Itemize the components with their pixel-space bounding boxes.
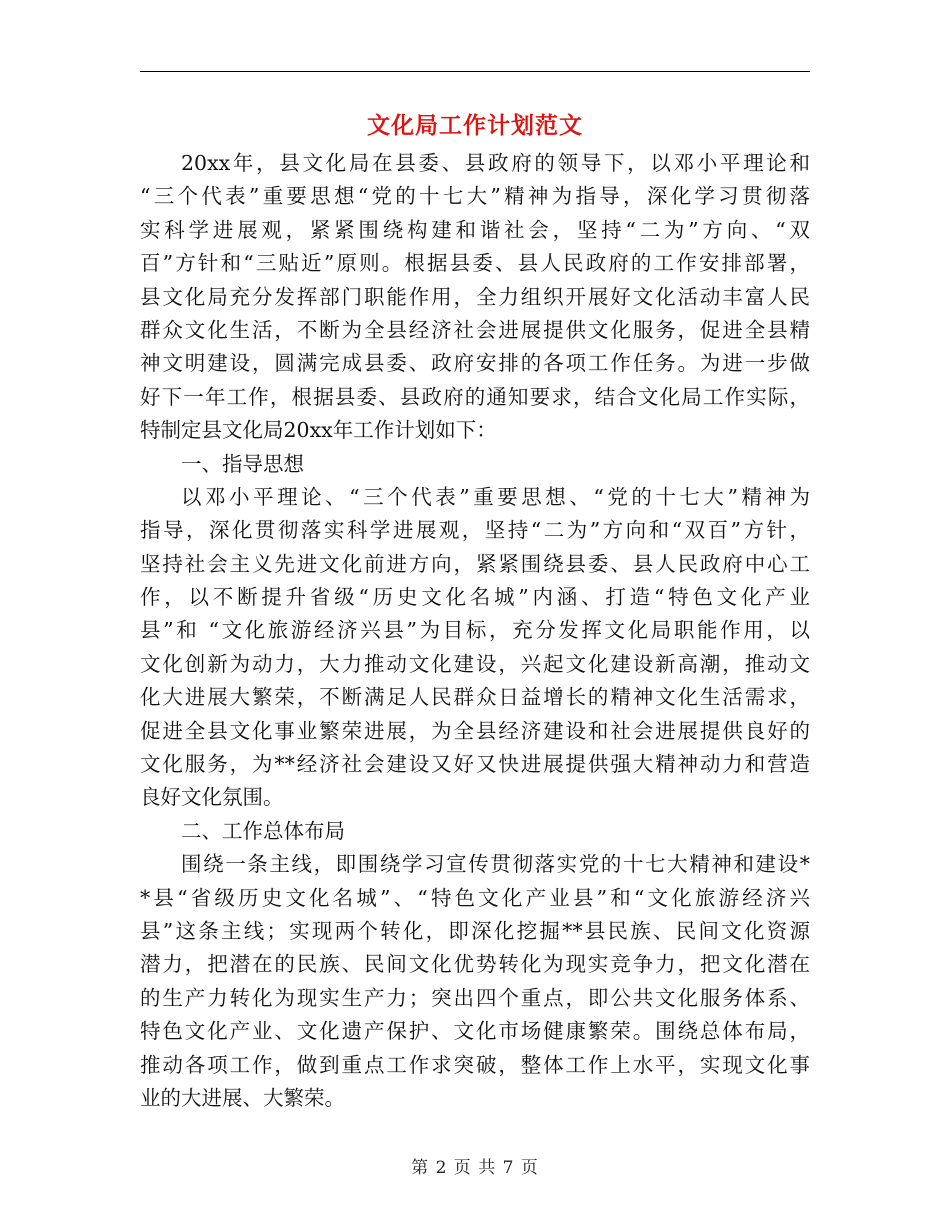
text-line: 作，以不断提升省级“历史文化名城”内涵、打造“特色文化产业 bbox=[140, 585, 810, 610]
text-line: 县”这条主线；实现两个转化，即深化挖掘**县民族、民间文化资源 bbox=[140, 918, 810, 943]
text-line: 促进全县文化事业繁荣进展，为全县经济建设和社会进展提供良好的 bbox=[140, 718, 810, 743]
text-line: 的生产力转化为现实生产力；突出四个重点，即公共文化服务体系、 bbox=[140, 985, 810, 1010]
text-line: “三个代表”重要思想“党的十七大”精神为指导，深化学习贯彻落 bbox=[140, 184, 810, 209]
text-line: 特色文化产业、文化遗产保护、文化市场健康繁荣。围绕总体布局， bbox=[140, 1019, 810, 1044]
text-line: 特制定县文化局20xx年工作计划如下： bbox=[140, 418, 497, 443]
text-line: 良好文化氛围。 bbox=[140, 785, 284, 810]
section-heading-overall-layout bbox=[140, 815, 810, 848]
section-heading: 一、指导思想 bbox=[181, 451, 304, 476]
text-line: 潜力，把潜在的民族、民间文化优势转化为现实竞争力，把文化潜在 bbox=[140, 952, 810, 977]
text-line: 县文化局充分发挥部门职能作用，全力组织开展好文化活动丰富人民 bbox=[140, 284, 810, 309]
text-line: *县“省级历史文化名城”、“特色文化产业县”和“文化旅游经济兴 bbox=[140, 885, 810, 910]
header-rule bbox=[140, 71, 810, 72]
text-line: 实科学进展观，紧紧围绕构建和谐社会，坚持“二为”方向、“双 bbox=[140, 217, 810, 242]
section-heading: 二、工作总体布局 bbox=[181, 818, 345, 843]
text-line: 群众文化生活，不断为全县经济社会进展提供文化服务，促进全县精 bbox=[140, 317, 810, 342]
text-line: 推动各项工作，做到重点工作求突破，整体工作上水平，实现文化事 bbox=[140, 1052, 810, 1077]
text-line: 好下一年工作，根据县委、县政府的通知要求，结合文化局工作实际， bbox=[140, 384, 810, 409]
text-line: 文化创新为动力，大力推动文化建设，兴起文化建设新高潮，推动文 bbox=[140, 651, 810, 676]
text-line: 化大进展大繁荣，不断满足人民群众日益增长的精神文化生活需求， bbox=[140, 685, 810, 710]
text-line: 县”和 “文化旅游经济兴县”为目标，充分发挥文化局职能作用，以 bbox=[140, 618, 810, 643]
document-title: 文化局工作计划范文 bbox=[367, 112, 583, 139]
paragraph-guiding-thought bbox=[140, 481, 810, 815]
section-heading-guiding-thought bbox=[140, 448, 810, 481]
text-line: 指导，深化贯彻落实科学进展观，坚持“二为”方向和“双百”方针， bbox=[140, 518, 810, 543]
paragraph-intro bbox=[140, 147, 810, 448]
text-line: 神文明建设，圆满完成县委、政府安排的各项工作任务。为进一步做 bbox=[140, 351, 810, 376]
page-number-footer: 第 2 页 共 7 页 bbox=[411, 1158, 539, 1178]
text-line: 坚持社会主义先进文化前进方向，紧紧围绕县委、县人民政府中心工 bbox=[140, 551, 810, 576]
paragraph-overall-layout bbox=[140, 848, 810, 1115]
text-line: 百”方针和“三贴近”原则。根据县委、县人民政府的工作安排部署， bbox=[140, 251, 810, 276]
text-line: 围绕一条主线，即围绕学习宣传贯彻落实党的十七大精神和建设* bbox=[181, 852, 810, 877]
document-body bbox=[140, 147, 810, 1115]
text-line: 文化服务，为**经济社会建设又好又快进展提供强大精神动力和营造 bbox=[140, 752, 810, 777]
text-line: 以邓小平理论、“三个代表”重要思想、“党的十七大”精神为 bbox=[181, 484, 810, 509]
text-line: 20xx年，县文化局在县委、县政府的领导下，以邓小平理论和 bbox=[181, 151, 810, 175]
text-line: 业的大进展、大繁荣。 bbox=[140, 1085, 345, 1110]
